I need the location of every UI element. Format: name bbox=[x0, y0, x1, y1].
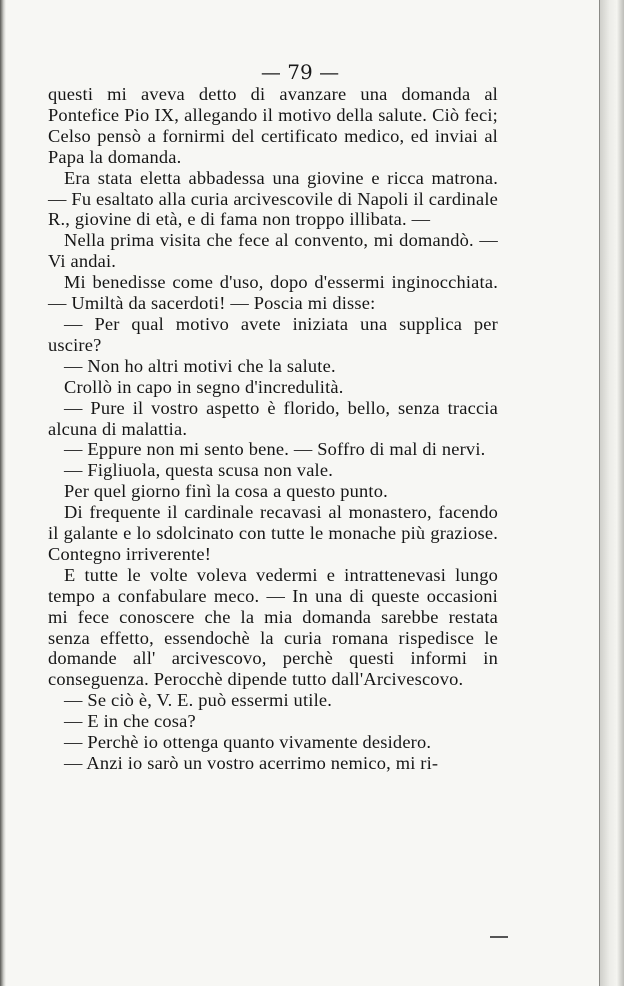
paragraph: Mi benedisse come d'uso, dopo d'essermi inginocchiata. — Umiltà da sacerdoti! — Poscia mi disse: bbox=[48, 272, 498, 314]
binding-shadow bbox=[0, 0, 6, 986]
paragraph: — Figliuola, questa scusa non vale. bbox=[64, 460, 334, 481]
page-edge bbox=[599, 0, 624, 986]
printer-mark bbox=[490, 936, 508, 938]
paragraph: — Eppure non mi sento bene. — Soffro di mal di nervi. bbox=[64, 439, 486, 460]
paragraph: Nella prima visita che fece al convento, mi domandò. — Vi andai. bbox=[48, 230, 498, 272]
paragraph: — Pure il vostro aspetto è florido, bello, senza traccia alcuna di malattia. bbox=[48, 397, 498, 439]
paragraph: E tutte le volte voleva vedermi e intrattenevasi lungo tempo a confabulare meco. — In una di queste occasioni mi fece conoscere che la mia domanda sarebbe restata senza effetto, essendochè la curia romana rispedisce le domande all' arcivescovo, perchè questi informi in conseguenza. Perocchè dipende tutto dall'Arcivescovo. bbox=[48, 564, 498, 690]
paragraph: — Se ciò è, V. E. può essermi utile. bbox=[64, 690, 333, 711]
paragraph: questi mi aveva detto di avanzare una domanda al Pontefice Pio IX, allegando il motivo della salute. Ciò feci; Celso pensò a fornirmi del certificato medico, ed inviai al Papa la domanda. bbox=[48, 84, 498, 167]
body-text bbox=[48, 84, 498, 774]
paragraph: Crollò in capo in segno d'incredulità. bbox=[64, 376, 344, 397]
paragraph: Di frequente il cardinale recavasi al monastero, facendo il galante e lo sdolcinato con tutte le monache più graziose. Contegno irriverente! bbox=[48, 502, 498, 564]
paragraph: — Perchè io ottenga quanto vivamente desidero. bbox=[64, 732, 432, 753]
paragraph: Era stata eletta abbadessa una giovine e ricca matrona. — Fu esaltato alla curia arcivescovile di Napoli il cardinale R., giovine di età, e di fama non troppo illibata. — bbox=[48, 167, 498, 230]
paragraph: — Non ho altri motivi che la salute. bbox=[64, 355, 336, 376]
paragraph: Per quel giorno finì la cosa a questo punto. bbox=[64, 481, 388, 502]
paragraph: — Per qual motivo avete iniziata una supplica per uscire? bbox=[48, 313, 498, 355]
page-number: — 79 — bbox=[260, 60, 340, 84]
paragraph: — E in che cosa? bbox=[64, 711, 196, 732]
paragraph: — Anzi io sarò un vostro acerrimo nemico, mi ri- bbox=[64, 753, 439, 773]
